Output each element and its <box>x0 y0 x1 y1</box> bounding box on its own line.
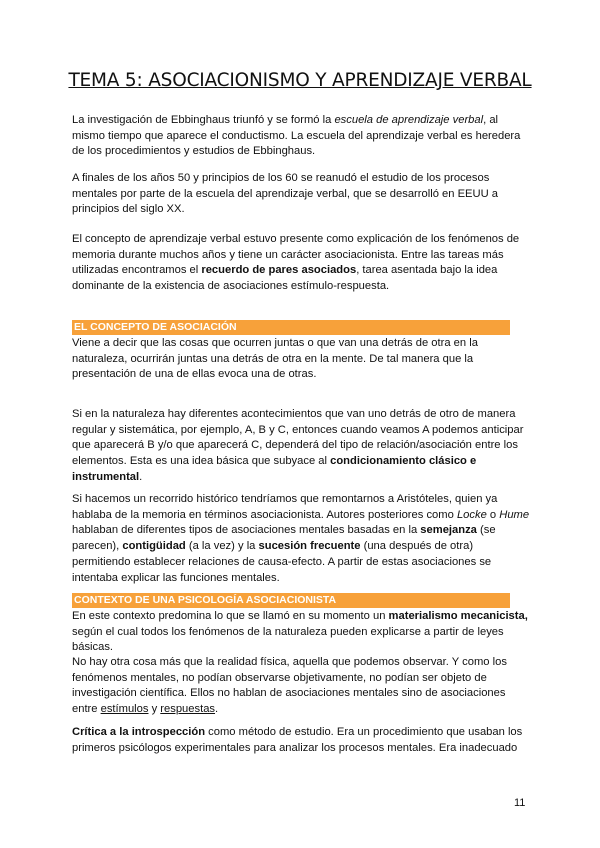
text: El concepto de aprendizaje verbal estuvo presente como explicación de los fenómenos de memoria durante muchos años y tiene un carácter asociacionista. Entre las tareas más utilizadas encontramos el <box>72 233 520 277</box>
section1-paragraph-1: Viene a decir que las cosas que ocurren juntas o que van una detrás de otra en la naturaleza, ocurrirán juntas una detrás de otra en la mente. De tal manera que la presentación de una de ellas evoca una de otras. <box>72 337 478 381</box>
section2-paragraph-1 <box>72 609 532 656</box>
italic-term: escuela de aprendizaje verbal <box>334 114 484 126</box>
section-heading-contexto-psicologia: CONTEXTO DE UNA PSICOLOGÍA ASOCIACIONISTA <box>72 593 510 608</box>
text: En este contexto predomina lo que se llamó en su momento un <box>72 610 389 622</box>
section2-paragraph-3 <box>72 725 532 756</box>
text: y <box>148 703 161 716</box>
text: según el cual todos los fenómenos de la naturaleza pueden explicarse a partir de leyes básicas. <box>72 625 504 654</box>
text: como método de estudio. Era un procedimiento que usaban los primeros psicólogos experimentales para analizar los procesos mentales. Era inadecuado <box>72 726 523 754</box>
text: o <box>486 508 500 521</box>
intro-paragraph-1 <box>72 113 532 160</box>
text: (se parecen), <box>72 524 496 553</box>
text: Si en la naturaleza hay diferentes acontecimientos que van uno detrás de otro de manera regular y sistemática, por ejemplo, A, B y C, entonces cuando veamos A podemos anticipar que aparecerá B y/o que aparecerá C, dependerá del tipo de relación/asociación entre los elementos. Esta es una idea básica que subyace al <box>72 408 524 468</box>
underlined-term: respuestas <box>160 703 216 716</box>
text: No hay otra cosa más que la realidad física, aquella que podemos observar. Y como los fenómenos mentales, no podían observarse objetivamente, no podían ser objeto de investigación científica. Ellos no hablan de asociaciones mentales sino de asociaciones entre <box>72 656 507 716</box>
bold-term: recuerdo de pares asociados <box>201 264 357 277</box>
text: . <box>139 470 143 483</box>
bold-term: semejanza <box>420 524 477 537</box>
italic-term: Hume <box>499 508 530 521</box>
bold-term: condicionamiento clásico e instrumental <box>72 455 477 483</box>
bold-term: materialismo mecanicista, <box>388 610 528 622</box>
section2-paragraph-2 <box>72 655 532 718</box>
text: Si hacemos un recorrido histórico tendríamos que remontarnos a Aristóteles, quien ya hablaba de la memoria en términos asociacionista. Autores posteriores como <box>72 493 498 521</box>
intro-paragraph-3 <box>72 232 532 295</box>
italic-term: Locke <box>456 508 487 521</box>
section1-paragraph-3 <box>72 492 532 586</box>
text: (una después de otra) permitiendo establecer relaciones de causa-efecto. A partir de estas asociaciones se intentaba explicar las funciones mentales. <box>72 540 492 584</box>
text: , al mismo tiempo que aparece el conductismo. La escuela del aprendizaje verbal es heredera de los procedimientos y estudios de Ebbinghaus. <box>72 114 521 158</box>
text: hablaban de diferentes tipos de asociaciones mentales basadas en la <box>72 524 421 537</box>
text: . <box>215 703 219 716</box>
page-number: 11 <box>514 797 526 809</box>
bold-term: contigüidad <box>122 540 186 553</box>
section-heading-concepto-asociacion: EL CONCEPTO DE ASOCIACIÓN <box>72 320 510 335</box>
underlined-term: estímulos <box>100 703 149 716</box>
bold-term: Crítica a la introspección <box>72 726 206 738</box>
bold-term: sucesión frecuente <box>258 540 361 553</box>
intro-paragraph-2: A finales de los años 50 y principios de los 60 se reanudó el estudio de los procesos mentales por parte de la escuela del aprendizaje verbal, que se desarrolló en EEUU a principios del siglo XX. <box>72 172 498 216</box>
text: , tarea asentada bajo la idea dominante de la existencia de asociaciones estímulo-respuesta. <box>72 264 498 293</box>
section1-paragraph-2 <box>72 407 532 486</box>
page-title: TEMA 5: ASOCIACIONISMO Y APRENDIZAJE VERBAL <box>68 70 532 91</box>
text: (a la vez) y la <box>185 540 259 553</box>
text: La investigación de Ebbinghaus triunfó y se formó la <box>72 114 335 126</box>
